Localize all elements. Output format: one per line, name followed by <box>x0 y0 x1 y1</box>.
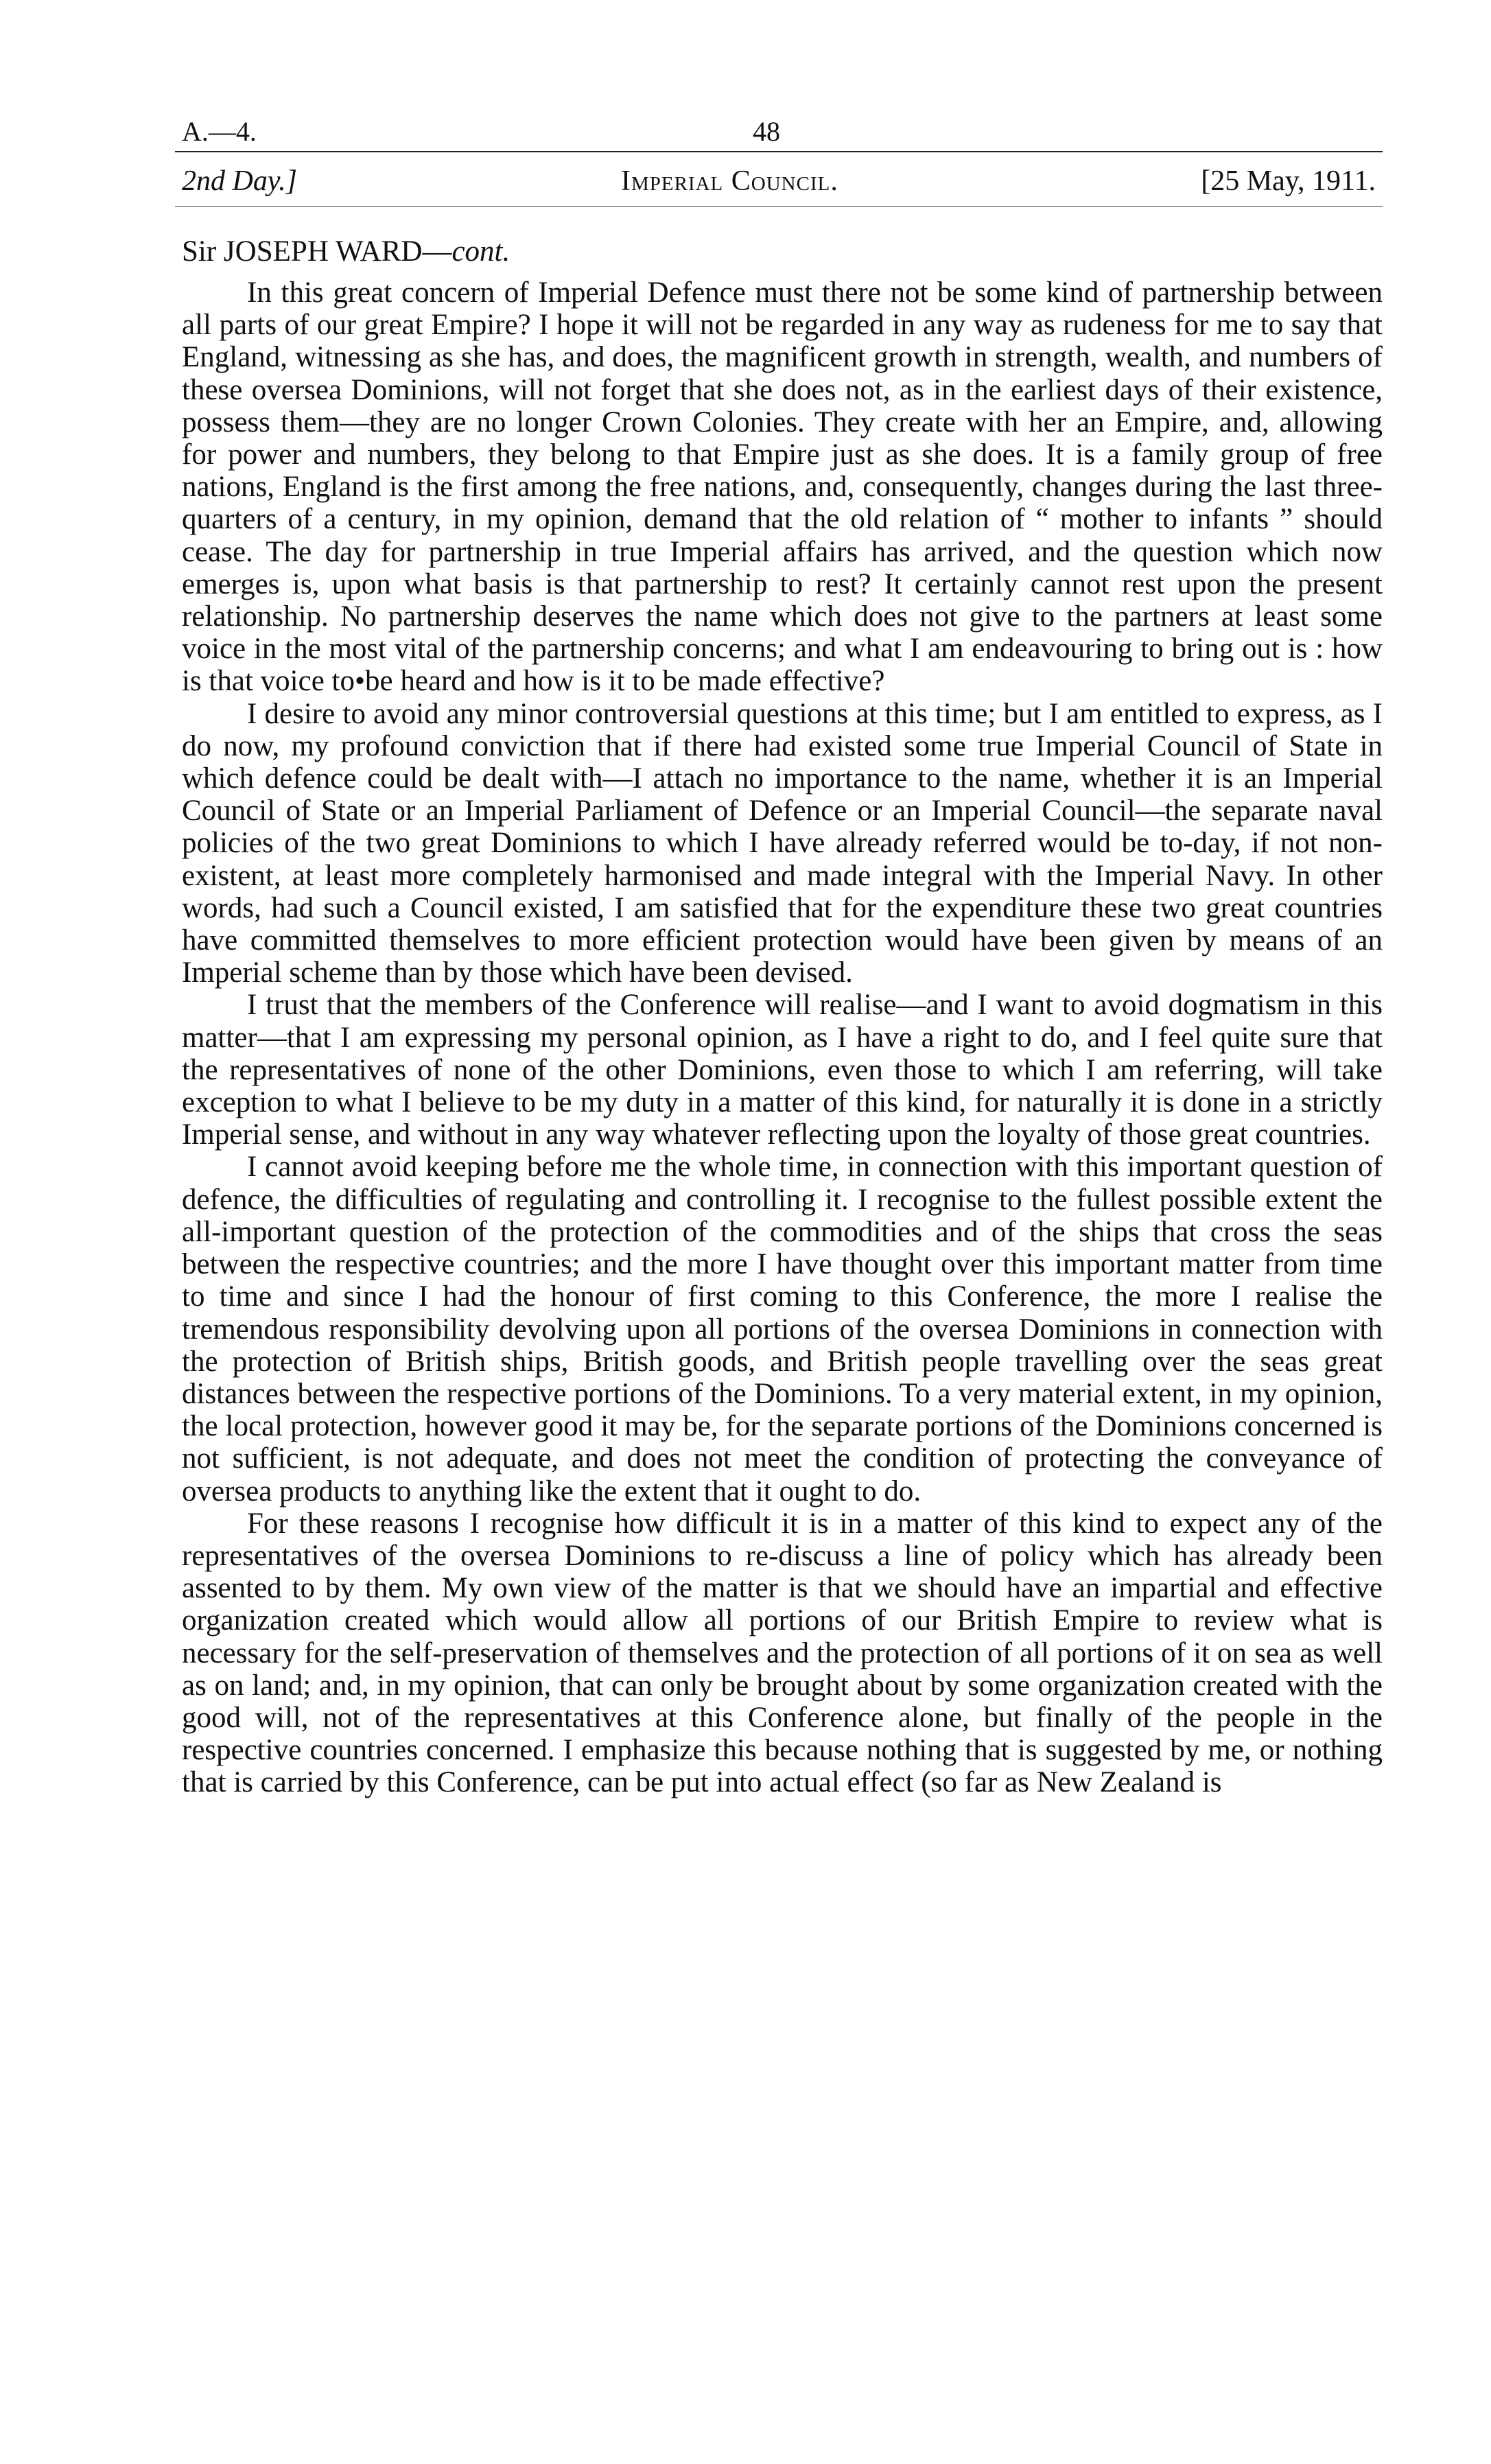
paragraph-2: I desire to avoid any minor controversial questions at this time; but I am entitled to express, as I do now, my profound conviction that if there had existed some true Imperial Council of State in which defence could be dealt with—I attach no importance to the name, whether it is an Imperial Council of State or an Imperial Parliament of Defence or an Imperial Council—the separate naval policies of the two great Dominions to which I have already referred would be to-day, if not non-existent, at least more completely harmonised and made integral with the Imperial Navy. In other words, had such a Council existed, I am satisfied that for the expenditure these two great countries have committed themselves to more efficient protection would have been given by means of an Imperial scheme than by those which have been devised. <box>182 697 1383 989</box>
paragraph-5: For these reasons I recognise how difficult it is in a matter of this kind to expect any of the representatives of the oversea Dominions to re-discuss a line of policy which has already been assented to by them. My own view of the matter is that we should have an impartial and effective organization created which would allow all portions of our British Empire to review what is necessary for the self-preservation of themselves and the protection of all portions of it on sea as well as on land; and, in my opinion, that can only be brought about by some organization created with the good will, not of the representatives at this Conference alone, but finally of the people in the respective countries concerned. I emphasize this because nothing that is suggested by me, or nothing that is carried by this Conference, can be put into actual effect (so far as New Zealand is <box>182 1507 1383 1799</box>
running-head-title: Imperial Council. <box>621 165 838 197</box>
paragraph-4: I cannot avoid keeping before me the whole time, in connection with this important question of defence, the difficulties of regulating and controlling it. I recognise to the fullest possible extent the all-important question of the protection of the commodities and of the ships that cross the seas between the respective countries; and the more I have thought over this important matter from time to time and since I had the honour of first coming to this Conference, the more I realise the tremendous responsibility devolving upon all portions of the oversea Dominions in connection with the protection of British ships, British goods, and British people travelling over the seas great distances between the respective portions of the Dominions. To a very material extent, in my opinion, the local protection, however good it may be, for the separate portions of the Dominions concerned is not sufficient, is not adequate, and does not meet the condition of protecting the conveyance of oversea products to anything like the extent that it ought to do. <box>182 1151 1383 1507</box>
speaker-heading <box>175 235 1383 268</box>
running-head-date: [25 May, 1911. <box>1201 165 1376 197</box>
page-number: 48 <box>753 116 780 147</box>
page-header <box>175 103 1383 151</box>
paragraph-1: In this great concern of Imperial Defence must there not be some kind of partnership between all parts of our great Empire? I hope it will not be regarded in any way as rudeness for me to say that England, witnessing as she has, and does, the magnificent growth in strength, wealth, and numbers of these oversea Dominions, will not forget that she does not, as in the earliest days of their existence, possess them—they are no longer Crown Colonies. They create with her an Empire, and, allowing for power and numbers, they belong to that Empire just as she does. It is a family group of free nations, England is the first among the free nations, and, consequently, changes during the last three-quarters of a century, in my opinion, demand that the old relation of “ mother to infants ” should cease. The day for partnership in true Imperial affairs has arrived, and the question which now emerges is, upon what basis is that partnership to rest? It certainly cannot rest upon the present relationship. No partnership deserves the name which does not give to the partners at least some voice in the most vital of the partnership concerns; and what I am endeavouring to bring out is : how is that voice to•be heard and how is it to be made effective? <box>182 277 1383 698</box>
speaker-continued: cont. <box>451 235 510 268</box>
document-reference: A.—4. <box>182 116 257 147</box>
running-head-day: 2nd Day.] <box>182 165 297 197</box>
running-head <box>175 152 1383 206</box>
document-page <box>175 103 1383 1799</box>
header-rule-bottom <box>175 206 1383 207</box>
speaker-name: Sir JOSEPH WARD— <box>182 235 452 268</box>
body-text <box>175 277 1383 1799</box>
paragraph-3: I trust that the members of the Conference will realise—and I want to avoid dogmatism in this matter—that I am expressing my personal opinion, as I have a right to do, and I feel quite sure that the representatives of none of the other Dominions, even those to which I am referring, will take exception to what I believe to be my duty in a matter of this kind, for naturally it is done in a strictly Imperial sense, and without in any way whatever reflecting upon the loyalty of those great countries. <box>182 989 1383 1151</box>
